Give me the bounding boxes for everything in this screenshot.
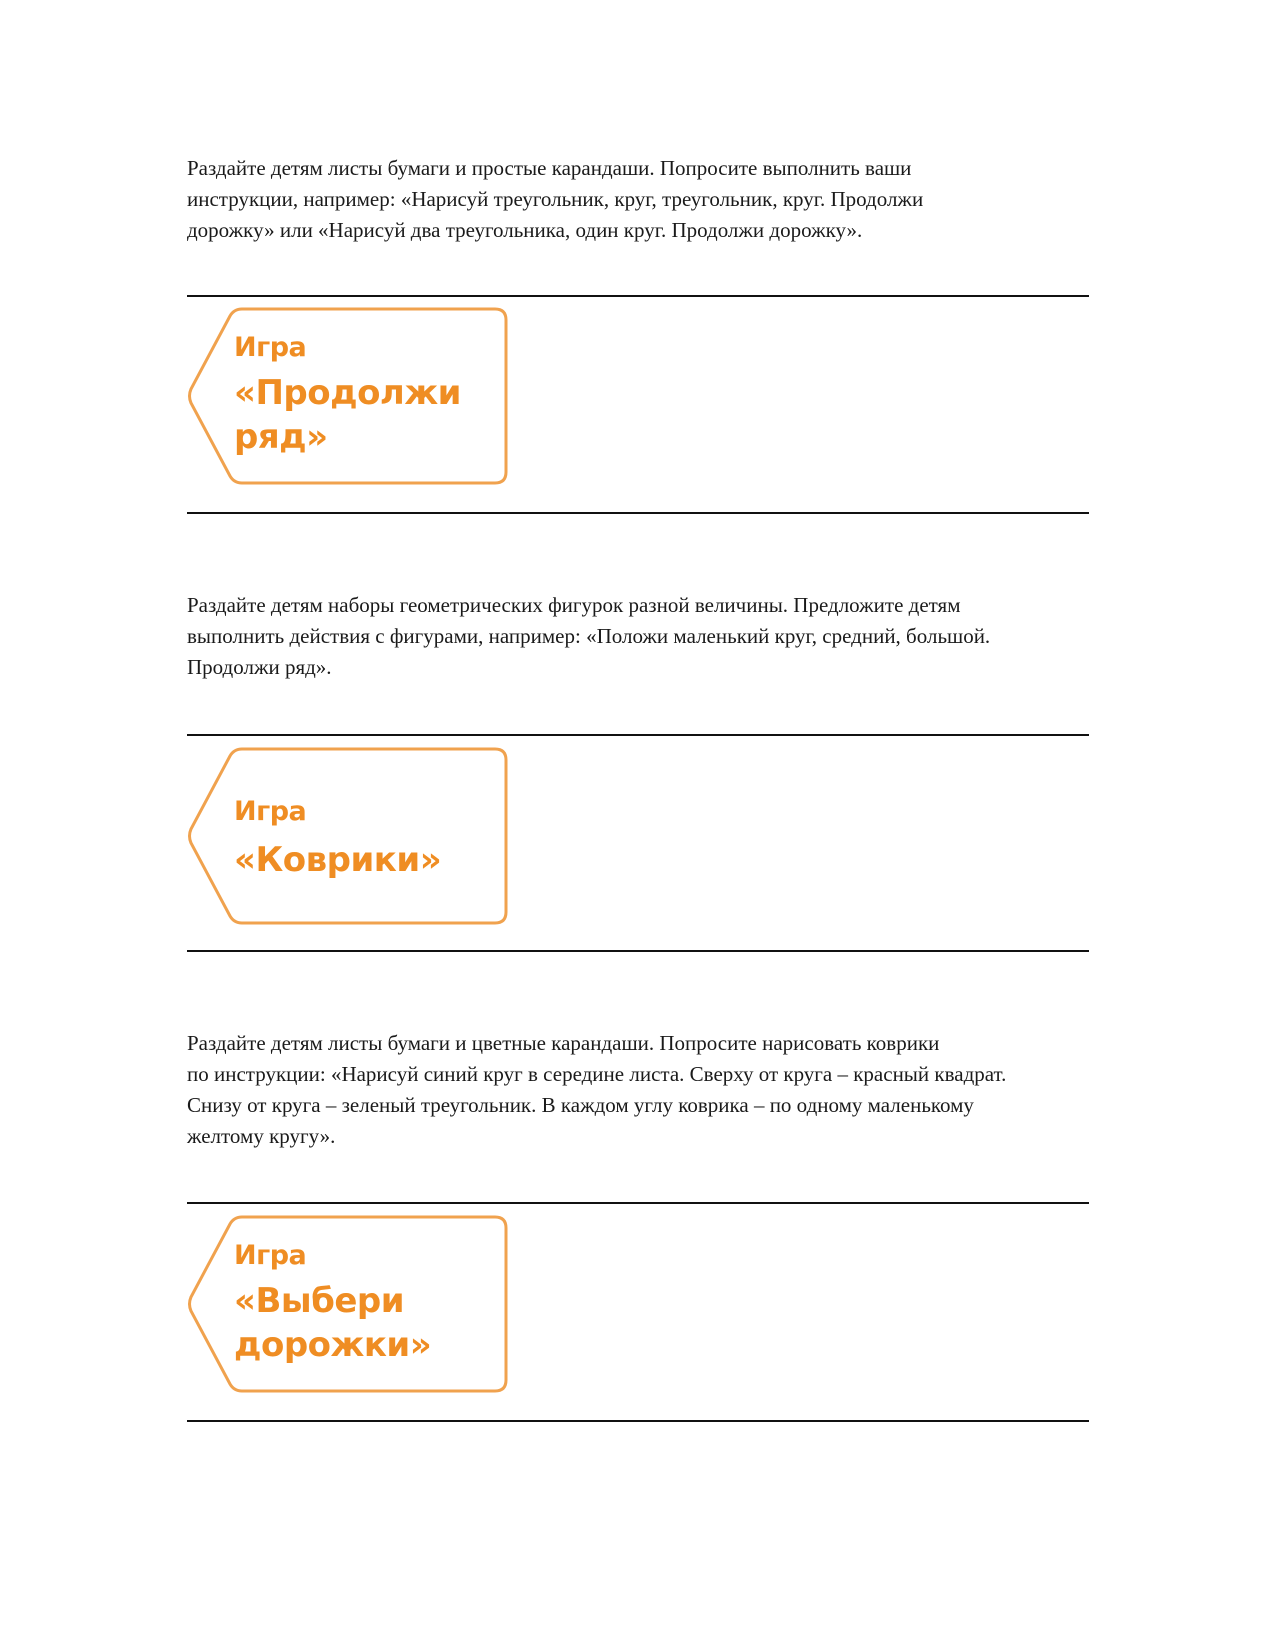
divider-bottom-2 (187, 950, 1089, 952)
paragraph-line: дорожку» или «Нарисуй два треугольника, один круг. Продолжи дорожку». (187, 218, 863, 242)
game-label-title-line-2: ряд» (234, 417, 328, 457)
game-label-title-line-1: «Продолжи (234, 373, 461, 413)
divider-bottom-3 (187, 1420, 1089, 1422)
paragraph-line: желтому кругу». (187, 1124, 336, 1148)
paragraph-line: выполнить действия с фигурами, например: «Положи маленький круг, средний, большой. (187, 624, 991, 648)
paragraph-line: Снизу от круга – зеленый треугольник. В каждом углу коврика – по одному маленькому (187, 1093, 974, 1117)
instruction-paragraph-3 (187, 1028, 1092, 1152)
game-label-title-line-2: дорожки» (234, 1325, 432, 1365)
divider-top-1 (187, 295, 1089, 297)
paragraph-line: Раздайте детям наборы геометрических фигурок разной величины. Предложите детям (187, 593, 961, 617)
game-label-choose-paths (186, 1214, 510, 1394)
paragraph-line: Продолжи ряд». (187, 655, 332, 679)
game-label-title-line-1: «Выбери (234, 1281, 405, 1321)
game-label-title-line-1: «Коврики» (234, 840, 442, 880)
game-label-kicker: Игра (234, 332, 307, 363)
paragraph-line: Раздайте детям листы бумаги и простые карандаши. Попросите выполнить ваши (187, 156, 912, 180)
game-label-continue-row (186, 306, 510, 486)
paragraph-line: инструкции, например: «Нарисуй треугольник, круг, треугольник, круг. Продолжи (187, 187, 924, 211)
game-label-kicker: Игра (234, 796, 307, 827)
divider-top-3 (187, 1202, 1089, 1204)
paragraph-line: Раздайте детям листы бумаги и цветные карандаши. Попросите нарисовать коврики (187, 1031, 940, 1055)
instruction-paragraph-1 (187, 153, 1092, 246)
divider-bottom-1 (187, 512, 1089, 514)
instruction-paragraph-2 (187, 590, 1092, 683)
game-label-rugs (186, 746, 510, 926)
tag-frame-icon (186, 746, 510, 926)
divider-top-2 (187, 734, 1089, 736)
game-label-kicker: Игра (234, 1240, 307, 1271)
paragraph-line: по инструкции: «Нарисуй синий круг в середине листа. Сверху от круга – красный квадрат. (187, 1062, 1007, 1086)
